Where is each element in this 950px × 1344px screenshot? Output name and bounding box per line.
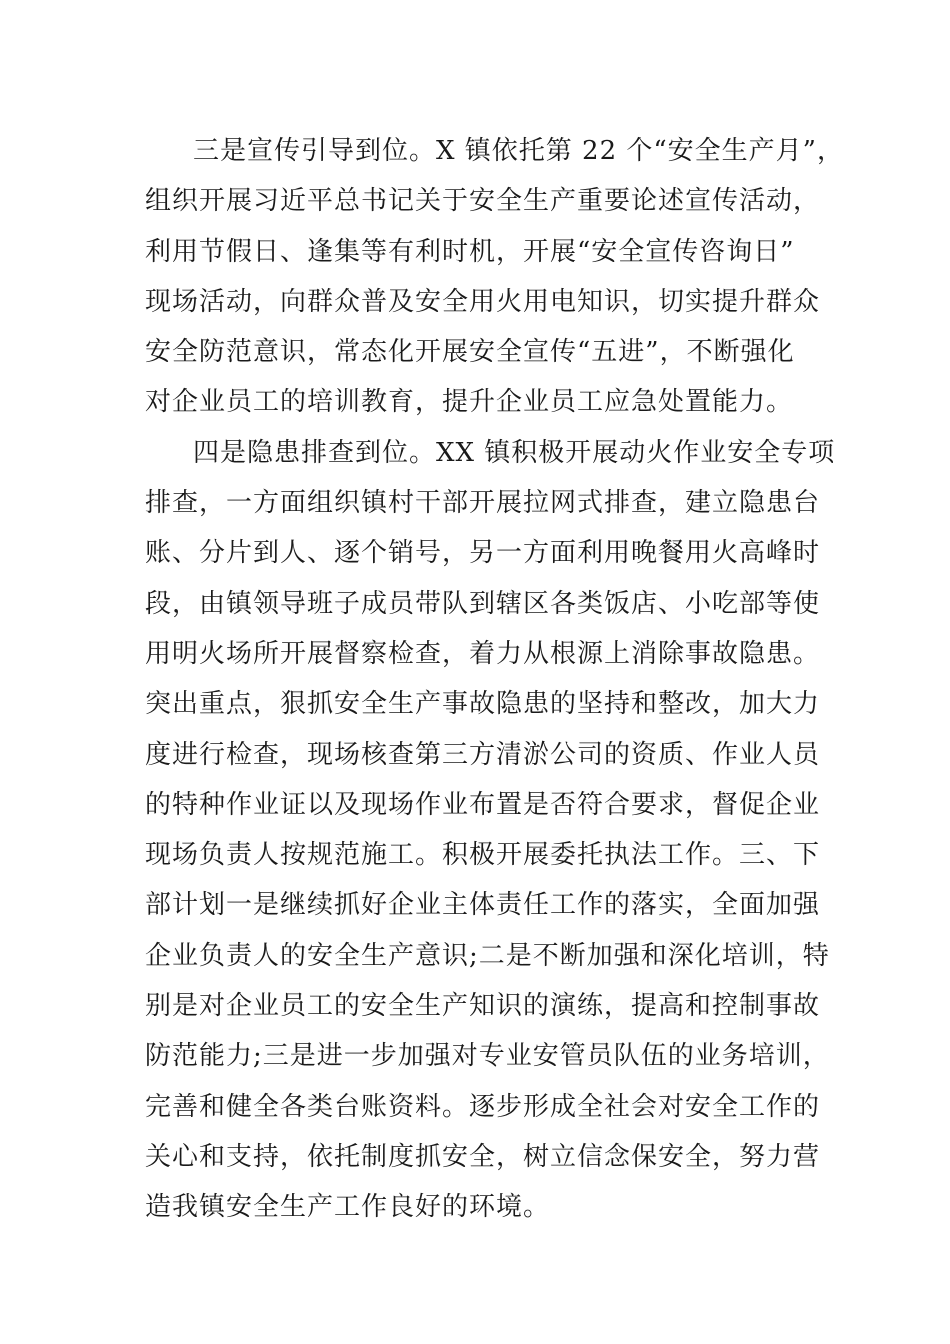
paragraph-line: 利用节假日、逢集等有利时机，开展“安全宣传咨询日”	[145, 236, 795, 267]
paragraph-line: 三是宣传引导到位。X 镇依托第 22 个“安全生产月”，	[193, 136, 844, 166]
paragraph-line: 段，由镇领导班子成员带队到辖区各类饭店、小吃部等使	[145, 588, 821, 619]
paragraph-line: 企业负责人的安全生产意识;二是不断加强和深化培训，特	[145, 940, 830, 971]
paragraph-line: 排查，一方面组织镇村干部开展拉网式排查，建立隐患台	[145, 488, 821, 519]
paragraph-line: 账、分片到人、逐个销号，另一方面利用晚餐用火高峰时	[145, 538, 821, 569]
paragraph-line: 的特种作业证以及现场作业布置是否符合要求，督促企业	[145, 789, 821, 820]
paragraph-line: 突出重点，狠抓安全生产事故隐患的坚持和整改，加大力	[145, 689, 821, 720]
paragraph-line: 对企业员工的培训教育，提升企业员工应急处置能力。	[145, 387, 794, 418]
paragraph-line: 四是隐患排查到位。XX 镇积极开展动火作业安全专项	[193, 437, 836, 468]
paragraph-line: 防范能力;三是进一步加强对专业安管员队伍的业务培训，	[145, 1041, 830, 1072]
paragraph-line: 用明火场所开展督察检查，着力从根源上消除事故隐患。	[145, 638, 821, 669]
paragraph-line: 现场负责人按规范施工。积极开展委托执法工作。三、下	[145, 840, 821, 871]
paragraph-line: 造我镇安全生产工作良好的环境。	[145, 1192, 551, 1223]
paragraph-line: 完善和健全各类台账资料。逐步形成全社会对安全工作的	[145, 1091, 821, 1122]
paragraph-line: 部计划一是继续抓好企业主体责任工作的落实，全面加强	[145, 890, 821, 921]
paragraph-line: 组织开展习近平总书记关于安全生产重要论述宣传活动，	[145, 186, 821, 217]
paragraph-line: 安全防范意识，常态化开展安全宣传“五进”，不断强化	[145, 337, 795, 368]
paragraph-line: 现场活动，向群众普及安全用火用电知识，切实提升群众	[145, 286, 821, 317]
paragraph-line: 别是对企业员工的安全生产知识的演练，提高和控制事故	[145, 991, 821, 1022]
paragraph-line: 关心和支持，依托制度抓安全，树立信念保安全，努力营	[145, 1141, 821, 1172]
paragraph-line: 度进行检查，现场核查第三方清淤公司的资质、作业人员	[145, 739, 821, 770]
document-body	[145, 126, 844, 1233]
